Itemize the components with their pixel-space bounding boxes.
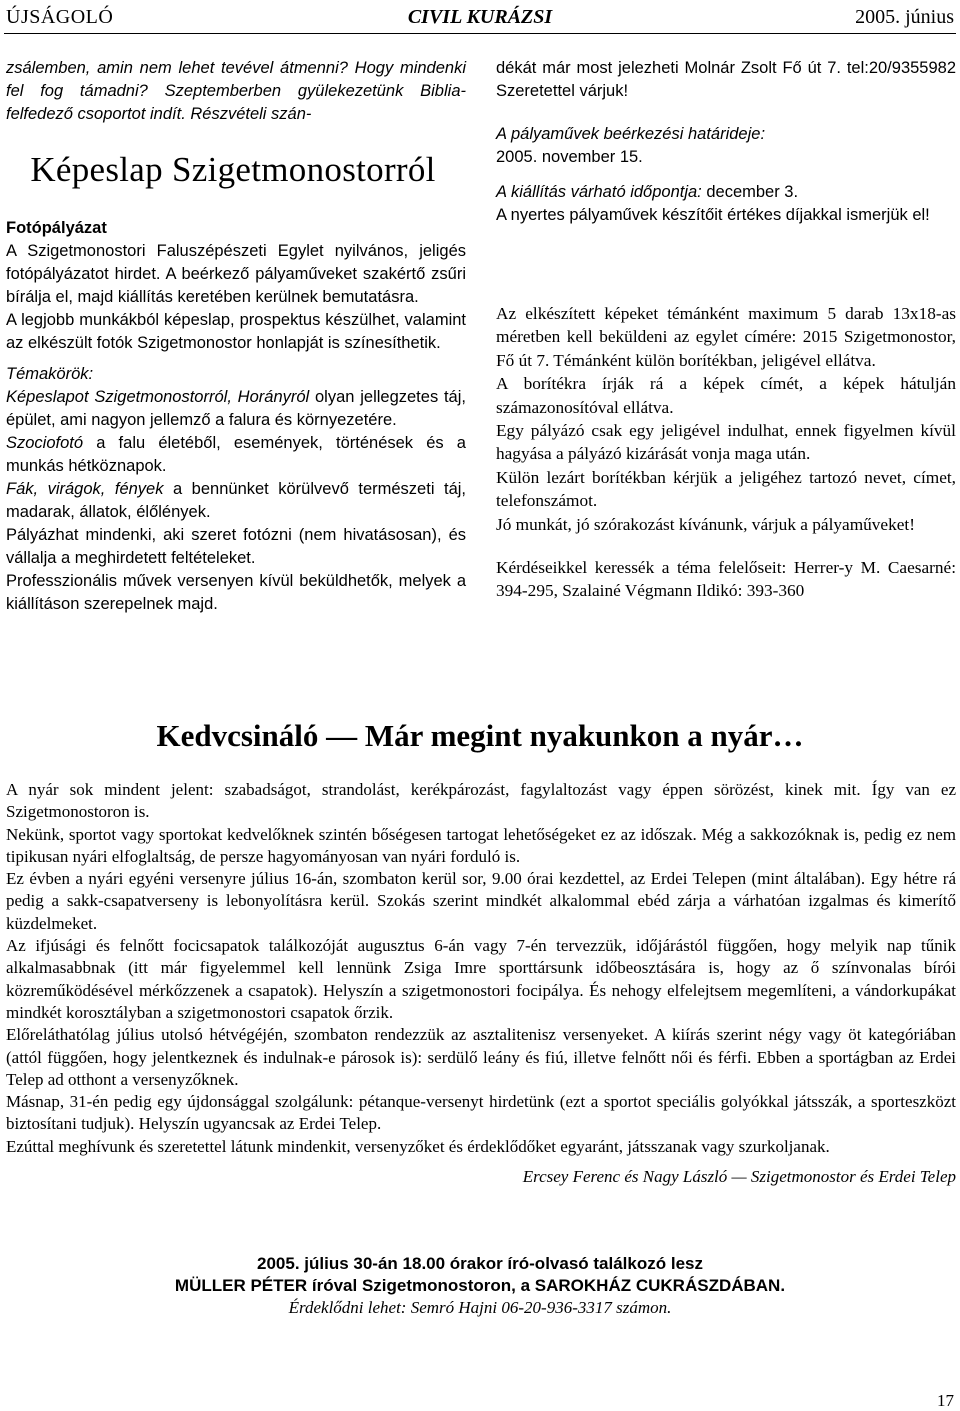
rule-paragraph: Egy pályázó csak egy jeligével indulhat, ennek figyelmen kívül hagyása a pályázó kizárását vonja maga után. [496,421,956,464]
announcement-line-1: 2005. július 30-án 18.00 órakor író-olvasó találkozó lesz [257,1254,703,1273]
article-title-kedvcsinalo: Kedvcsináló — Már megint nyakunkon a nyár… [156,718,804,753]
exhibition-value: december 3. [701,183,799,201]
topic-title: Fák, virágok, fények [6,480,164,498]
publication-name: ÚJSÁGOLÓ [6,6,114,28]
rules-block [496,302,956,603]
article-paragraph: Nekünk, sportot vagy sportokat kedvelőknek szintén bőségesen tartogat lehetőségeket ez az időszak. Még a sakkozóknak is, pedig ez nem tipikusan nyári elfoglaltság, de persze hagyományosan van nyári forduló is. [6,824,956,866]
rule-paragraph: A borítékra írják rá a képek címét, a képek hátulján számazonosítóval ellátva. [496,374,956,417]
article-paragraph: Ezúttal meghívunk és szeretettel látunk mindenkit, versenyzőket és érdeklődőket egyaránt, játsszanak vagy szurkoljanak. [6,1136,830,1156]
paragraph: Pályázhat mindenki, aki szeret fotózni (nem hivatásosan), és vállalja a meghirdetett feltételeket. [6,526,466,567]
rule-paragraph: Az elkészített képeket témánként maximum 5 darab 13x18-as méretben kell beküldeni az egylet címére: 2015 Szigetmonostor, Fő út 7. Témánként külön borítékban, jeligével ellátva. [496,304,956,370]
article-signature: Ercsey Ferenc és Nagy László — Szigetmonostor és Erdei Telep [522,1167,956,1187]
rule-paragraph: Jó munkát, jó szórakozást kívánunk, várjuk a pályaműveket! [496,514,915,534]
topic-text: olyan jellegzetes táj, épület, ami nagyon jellemző a falura és környezetére. [6,388,466,429]
article-paragraph: A nyár sok mindent jelent: szabadságot, strandolást, kerékpározást, fagylaltozást vagy éppen sörözést, kinek mit. Így van ez Szigetmonostoron is. [6,780,956,822]
article-paragraph: Másnap, 31-én pedig egy újdonsággal szolgálunk: pétanque-versenyt hirdetünk (ezt a sportot speciális golyókkal játsszák, a sporteszközt biztosítani tudjuk). Helyszín ugyancsak az Erdei Telep. [6,1092,956,1134]
paragraph: A Szigetmonostori Faluszépészeti Egylet nyilvános, jeligés fotópályázatot hirdet. A beérkező pályaműveket szakértő zsűri bírálja el, majd kiállítás keretében kerülnek bemutatásra. [6,242,466,306]
exhibition-label: A kiállítás várható időpontja: [496,183,702,201]
topic-title: Képeslapot Szigetmonostorról, Horányról [6,388,310,406]
topic-title: Szociofotó [6,434,84,452]
topic-text: a falu életéből, események, történések és a munkás hétköznapok. [6,434,466,475]
left-column-body [6,217,466,616]
prizes-paragraph: A nyertes pályaművek készítőit értékes díjakkal ismerjük el! [496,206,930,224]
exhibition-date [496,181,956,204]
intro-paragraph: zsálemben, amin nem lehet tevével átmenni? Hogy mindenki fel fog támadni? Szeptemberben gyülekezetünk Biblia-felfedező csoportot indít. Részvételi szán- [6,59,466,123]
deadline-label: A pályaművek beérkezési határideje: [496,125,766,143]
topics-label: Témakörök: [6,365,94,383]
paragraph: A legjobb munkákból képeslap, prospektus készülhet, valamint az elkészült fotók Szigetmonostor honlapját is színesíthetik. [6,311,466,352]
rule-paragraph: Külön lezárt borítékban kérjük a jeligéhez tartozó nevet, címet, telefonszámot. [496,467,956,511]
page-header [0,0,960,36]
header-rule [4,33,956,34]
topic-text: a bennünket körülvevő természeti táj, madarak, állatok, élőlények. [6,480,466,521]
left-column-intro [6,57,466,126]
topic-item [6,386,466,432]
topic-item [6,478,466,524]
article-title-kepeslap: Képeslap Szigetmonostorról [30,150,436,189]
section-heading: Fotópályázat [6,219,107,237]
article-body [6,779,956,1188]
announcement-line-2: MÜLLER PÉTER íróval Szigetmonostoron, a SAROKHÁZ CUKRÁSZDÁBAN. [174,1276,786,1295]
announcement-line-3: Érdeklődni lehet: Semró Hajni 06-20-936-3317 számon. [288,1298,672,1317]
event-announcement [80,1229,880,1325]
deadline-value: 2005. november 15. [496,148,643,166]
article-paragraph: Az ifjúsági és felnőtt focicsapatok találkozóját augusztus 6-án vagy 7-én tervezzük, időjárástól függően, hogy melyik nap tűnik alkalmasabbnak (itt már figyelemmel kell lennünk Zsiga Imre sporttársunk időbeosztására is, hogy az ő színvonalas bírói közreműködésével mérkőzzenek a csapatok). Helyszín a szigetmonostori focipálya. És nehogy elfelejtsem megemlíteni, a vándorkupákat mindkét korosztályban a szigetmonostori csapatok őrzik. [6,936,956,1022]
page-number: 17 [937,1391,954,1410]
contacts-paragraph: Kérdéseikkel keressék a téma felelőseit: Herrer-y M. Caesarné: 394-295, Szalainé Végmann Ildikó: 393-360 [496,558,956,601]
section-name: CIVIL KURÁZSI [407,6,553,28]
issue-date: 2005. június [855,6,954,28]
topic-item [6,432,466,478]
paragraph: Professzionális művek versenyen kívül beküldhetők, melyek a kiállításon szerepelnek majd. [6,572,466,613]
right-column [496,57,956,227]
intro-paragraph: dékát már most jelezheti Molnár Zsolt Fő út 7. tel:20/9355982 Szeretettel várjuk! [496,59,956,100]
article-paragraph: Előreláthatólag július utolsó hétvégéjén, szombaton rendezzük az asztalitenisz versenyeket. A kiírás szerint négy vagy öt kategóriában (attól függően, hogy jelentkeznek és indulnak-e párosok is): serdülő leány és fiú, illetve felnőtt női és férfi. Ebben a sportágban az Erdei Telep ad otthont a versenyzőknek. [6,1025,956,1089]
article-paragraph: Ez évben a nyári egyéni versenyre július 16-án, szombaton kerül sor, 9.00 órai kezdettel, az Erdei Telepen (mint általában). Egy hétre rá pedig a sakk-csapatverseny is lebonyolításra kerül. Szokás szerint mindkét alkalommal ebéd zárja a várhatóan izgalmas és kimerítő küzdelmeket. [6,869,956,933]
